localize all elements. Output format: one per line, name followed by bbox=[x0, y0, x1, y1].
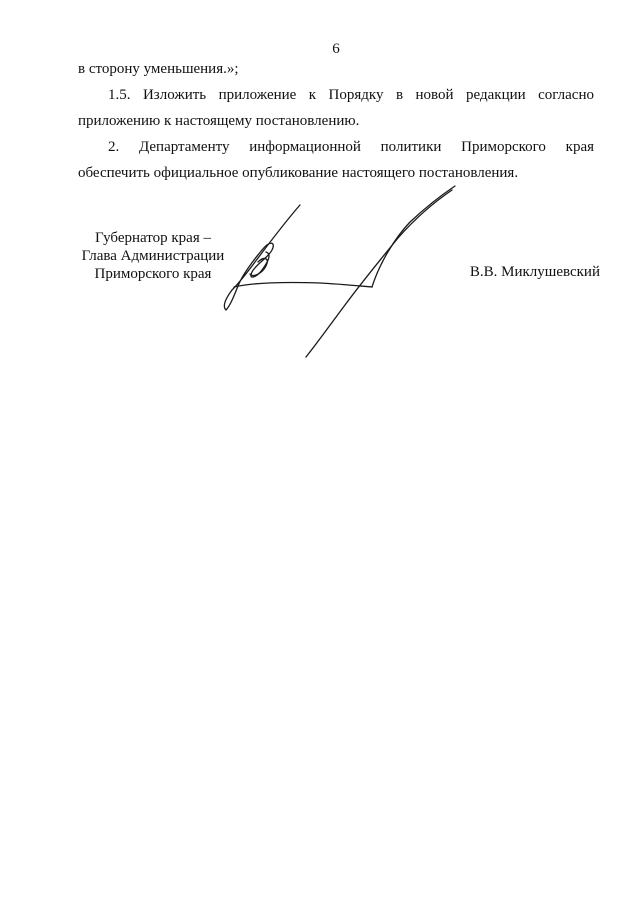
position-line-3: Приморского края bbox=[94, 266, 212, 282]
body-line-1 bbox=[78, 56, 594, 82]
position-line-1: Губернатор края – bbox=[95, 230, 211, 246]
page-number: 6 bbox=[332, 41, 340, 57]
paragraph-2-last-line: обеспечить официальное опубликование настоящего постановления. bbox=[78, 165, 519, 181]
body-text-continuation: в сторону уменьшения.»; bbox=[78, 61, 239, 77]
paragraph-2-first-line: 2. Департаменту информационной политики Приморского края bbox=[108, 139, 594, 155]
body-line-3 bbox=[78, 108, 594, 134]
signatory-name: В.В. Миклушевский bbox=[469, 264, 600, 280]
paragraph-1-5-last-line: приложению к настоящему постановлению. bbox=[78, 113, 360, 129]
body-line-4 bbox=[78, 134, 594, 160]
signatory-position bbox=[78, 229, 228, 283]
body-line-2 bbox=[78, 82, 594, 108]
position-line-2: Глава Администрации bbox=[81, 248, 225, 264]
paragraph-1-5-first-line: 1.5. Изложить приложение к Порядку в новой редакции согласно bbox=[108, 87, 594, 103]
body-line-5 bbox=[78, 160, 594, 186]
